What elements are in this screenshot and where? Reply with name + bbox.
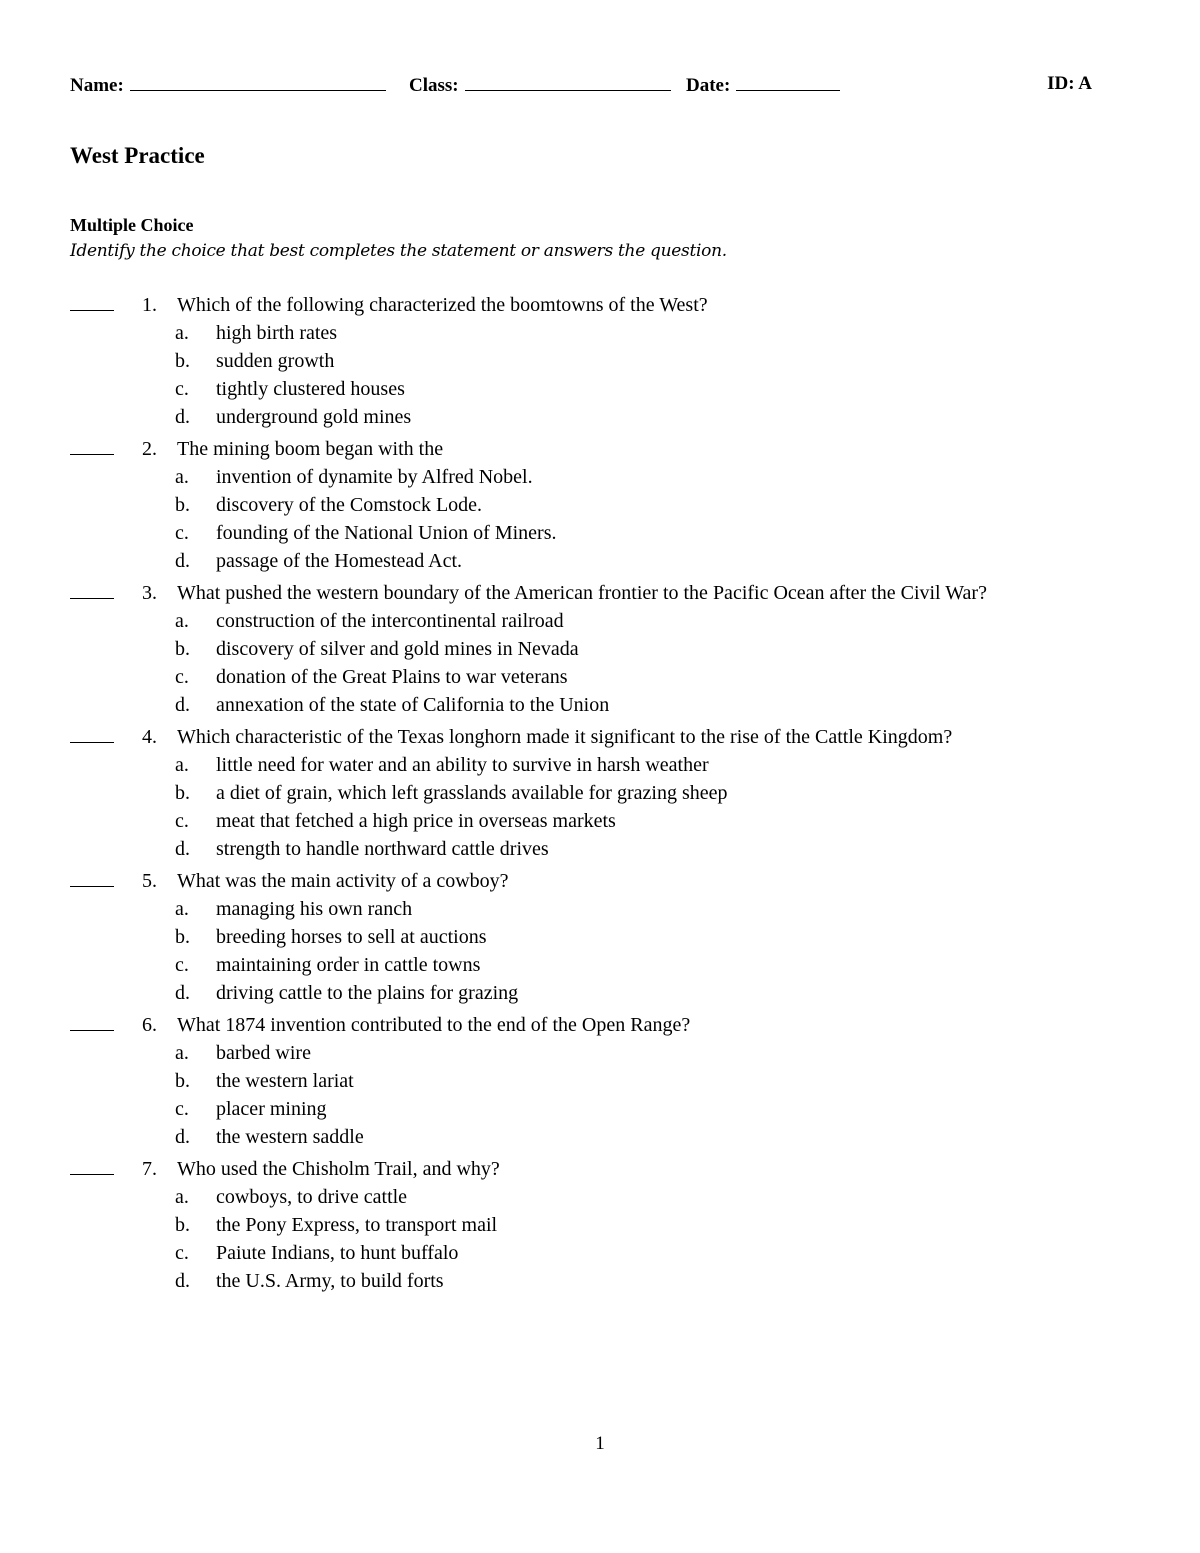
choice-text: breeding horses to sell at auctions (216, 926, 487, 948)
choice-letter: c. (175, 378, 189, 400)
question-7 (70, 1155, 1120, 1295)
section-title: Multiple Choice (70, 215, 194, 235)
question-text: What pushed the western boundary of the American frontier to the Pacific Ocean after the Civil War? (177, 582, 987, 604)
choice-letter: a. (175, 898, 189, 920)
choice-letter: c. (175, 1242, 189, 1264)
answer-blank (70, 1030, 114, 1031)
choice-text: Paiute Indians, to hunt buffalo (216, 1242, 459, 1264)
answer-choice (70, 1239, 1120, 1267)
choice-text: little need for water and an ability to survive in harsh weather (216, 754, 709, 776)
choice-text: high birth rates (216, 322, 338, 344)
answer-choice (70, 347, 1120, 375)
choice-text: driving cattle to the plains for grazing (216, 982, 519, 1004)
answer-blank (70, 742, 114, 743)
date-label: Date: (686, 75, 731, 96)
choice-letter: b. (175, 638, 190, 660)
choice-text: the Pony Express, to transport mail (216, 1214, 498, 1236)
question-4 (70, 723, 1120, 863)
answer-choice (70, 751, 1120, 779)
question-number: 7. (142, 1158, 157, 1180)
answer-choice (70, 1267, 1120, 1295)
answer-choice (70, 895, 1120, 923)
choice-text: construction of the intercontinental railroad (216, 610, 564, 632)
answer-choice (70, 1123, 1120, 1151)
question-number: 2. (142, 438, 157, 460)
question-5 (70, 867, 1120, 1007)
choice-text: cowboys, to drive cattle (216, 1186, 408, 1208)
choice-text: maintaining order in cattle towns (216, 954, 481, 976)
choice-letter: b. (175, 350, 190, 372)
choice-text: invention of dynamite by Alfred Nobel. (216, 466, 533, 488)
choice-text: sudden growth (216, 350, 335, 372)
choice-letter: a. (175, 610, 189, 632)
question-text: The mining boom began with the (177, 438, 444, 460)
answer-choice (70, 1211, 1120, 1239)
question-6 (70, 1011, 1120, 1151)
choice-letter: d. (175, 406, 190, 428)
choice-letter: a. (175, 466, 189, 488)
choice-letter: d. (175, 694, 190, 716)
class-field (409, 73, 671, 97)
choice-letter: a. (175, 1186, 189, 1208)
choice-text: barbed wire (216, 1042, 311, 1064)
answer-choice (70, 663, 1120, 691)
answer-choice (70, 319, 1120, 347)
answer-choice (70, 607, 1120, 635)
choice-text: donation of the Great Plains to war veterans (216, 666, 568, 688)
question-text: Which characteristic of the Texas longhorn made it significant to the rise of the Cattle Kingdom? (177, 726, 953, 748)
class-blank (465, 73, 671, 91)
question-text: Which of the following characterized the boomtowns of the West? (177, 294, 708, 316)
question-number: 1. (142, 294, 157, 316)
name-blank (130, 73, 386, 91)
choice-letter: c. (175, 954, 189, 976)
answer-choice (70, 691, 1120, 719)
answer-choice (70, 463, 1120, 491)
choice-letter: a. (175, 1042, 189, 1064)
answer-choice (70, 923, 1120, 951)
choice-text: the western lariat (216, 1070, 354, 1092)
answer-choice (70, 403, 1120, 431)
answer-blank (70, 454, 114, 455)
date-field (686, 73, 840, 97)
choice-letter: d. (175, 1270, 190, 1292)
name-field (70, 73, 386, 97)
section-instructions: Identify the choice that best completes the statement or answers the question. (70, 241, 727, 261)
choice-text: discovery of the Comstock Lode. (216, 494, 483, 516)
answer-blank (70, 1174, 114, 1175)
choice-text: passage of the Homestead Act. (216, 550, 463, 572)
answer-choice (70, 1067, 1120, 1095)
choice-letter: b. (175, 494, 190, 516)
question-number: 6. (142, 1014, 157, 1036)
choice-letter: a. (175, 754, 189, 776)
name-label: Name: (70, 75, 124, 96)
choice-text: a diet of grain, which left grasslands available for grazing sheep (216, 782, 728, 804)
answer-choice (70, 375, 1120, 403)
choice-letter: b. (175, 926, 190, 948)
answer-choice (70, 1183, 1120, 1211)
choice-text: strength to handle northward cattle drives (216, 838, 549, 860)
choice-letter: a. (175, 322, 189, 344)
answer-choice (70, 807, 1120, 835)
answer-blank (70, 886, 114, 887)
question-number: 5. (142, 870, 157, 892)
answer-choice (70, 1095, 1120, 1123)
question-2 (70, 435, 1120, 575)
choice-letter: b. (175, 1214, 190, 1236)
choice-letter: b. (175, 782, 190, 804)
question-number: 3. (142, 582, 157, 604)
id-label: ID: A (1047, 73, 1092, 94)
page-title: West Practice (70, 143, 205, 168)
choice-text: the western saddle (216, 1126, 364, 1148)
answer-choice (70, 1039, 1120, 1067)
answer-choice (70, 491, 1120, 519)
choice-letter: d. (175, 982, 190, 1004)
choice-text: discovery of silver and gold mines in Nevada (216, 638, 579, 660)
question-list (70, 291, 1120, 1299)
question-text: Who used the Chisholm Trail, and why? (177, 1158, 500, 1180)
answer-choice (70, 779, 1120, 807)
choice-letter: c. (175, 1098, 189, 1120)
answer-blank (70, 310, 114, 311)
choice-text: placer mining (216, 1098, 327, 1120)
question-number: 4. (142, 726, 157, 748)
choice-text: the U.S. Army, to build forts (216, 1270, 444, 1292)
choice-letter: d. (175, 1126, 190, 1148)
answer-choice (70, 547, 1120, 575)
choice-text: managing his own ranch (216, 898, 413, 920)
answer-choice (70, 951, 1120, 979)
answer-choice (70, 635, 1120, 663)
date-blank (736, 73, 840, 91)
question-1 (70, 291, 1120, 431)
choice-letter: b. (175, 1070, 190, 1092)
answer-choice (70, 835, 1120, 863)
choice-text: underground gold mines (216, 406, 412, 428)
page-number: 1 (595, 1433, 605, 1454)
answer-choice (70, 979, 1120, 1007)
answer-blank (70, 598, 114, 599)
choice-text: annexation of the state of California to the Union (216, 694, 610, 716)
answer-choice (70, 519, 1120, 547)
choice-letter: c. (175, 810, 189, 832)
question-text: What 1874 invention contributed to the end of the Open Range? (177, 1014, 691, 1036)
class-label: Class: (409, 75, 459, 96)
choice-letter: d. (175, 550, 190, 572)
question-3 (70, 579, 1120, 719)
choice-letter: c. (175, 666, 189, 688)
header-fields (70, 73, 1092, 99)
question-text: What was the main activity of a cowboy? (177, 870, 509, 892)
choice-letter: d. (175, 838, 190, 860)
choice-letter: c. (175, 522, 189, 544)
choice-text: founding of the National Union of Miners. (216, 522, 557, 544)
choice-text: tightly clustered houses (216, 378, 405, 400)
choice-text: meat that fetched a high price in overseas markets (216, 810, 616, 832)
